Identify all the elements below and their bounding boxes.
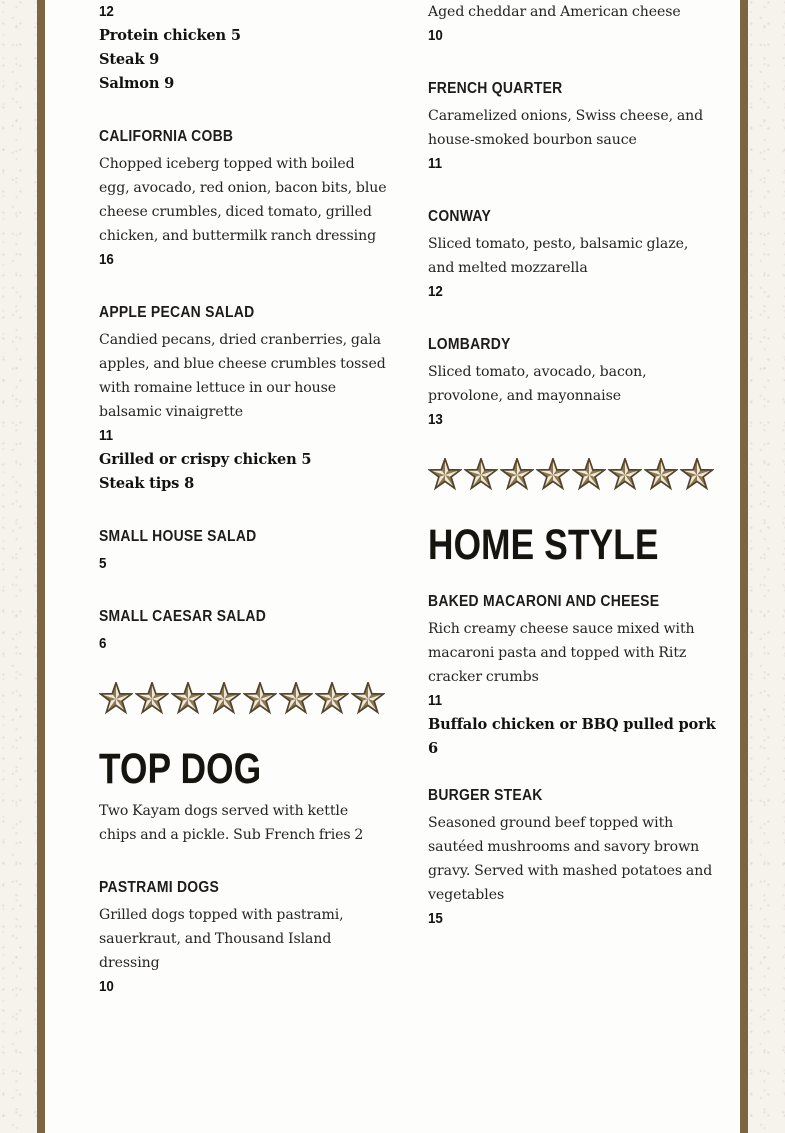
item-price: 11 bbox=[99, 428, 114, 445]
item-name: APPLE PECAN SALAD bbox=[99, 304, 255, 322]
star-icon bbox=[279, 682, 313, 716]
spacer bbox=[99, 496, 388, 522]
menu-item bbox=[428, 781, 717, 931]
star-icon bbox=[243, 682, 277, 716]
star-divider bbox=[428, 452, 717, 498]
spacer bbox=[428, 761, 717, 781]
menu-column-left bbox=[99, 0, 388, 1133]
menu-item bbox=[428, 202, 717, 304]
item-name: SMALL CAESAR SALAD bbox=[99, 608, 267, 625]
star-icon bbox=[608, 458, 642, 492]
menu-columns bbox=[45, 0, 740, 1133]
spacer bbox=[428, 567, 717, 587]
item-description: Grilled dogs topped with pastrami, sauerkraut, and Thousand Island dressing bbox=[99, 906, 344, 971]
item-price: 6 bbox=[99, 635, 107, 652]
item-description: Sliced tomato, avocado, bacon, provolone, and mayonnaise bbox=[428, 363, 647, 404]
star-icon bbox=[315, 682, 349, 716]
item-addon: Steak tips 8 bbox=[99, 475, 195, 493]
item-description: Chopped iceberg topped with boiled egg, avocado, red onion, bacon bits, blue cheese crumbles, diced tomato, grilled chicken, and buttermilk ranch dressing bbox=[99, 155, 387, 245]
spacer bbox=[428, 304, 717, 330]
star-icon bbox=[99, 682, 133, 716]
border-rule-right bbox=[740, 0, 748, 1133]
spacer bbox=[99, 96, 388, 122]
item-name: SMALL HOUSE SALAD bbox=[99, 528, 257, 546]
border-rule-left bbox=[37, 0, 45, 1133]
star-icon bbox=[207, 682, 241, 716]
item-description: Seasoned ground beef topped with sautéed mushrooms and savory brown gravy. Served with mashed potatoes and vegetables bbox=[428, 814, 713, 903]
item-addon: Steak 9 bbox=[99, 51, 160, 68]
item-price: 15 bbox=[428, 911, 443, 928]
item-price: 16 bbox=[99, 252, 114, 269]
menu-item bbox=[99, 522, 388, 576]
section-title-top-dog: TOP DOG bbox=[99, 744, 262, 793]
item-price: 12 bbox=[428, 283, 443, 300]
menu-item bbox=[99, 298, 388, 496]
item-addon: Protein chicken 5 bbox=[99, 27, 241, 44]
item-price: 11 bbox=[428, 156, 443, 173]
item-price: 5 bbox=[99, 556, 107, 572]
spacer bbox=[99, 656, 388, 676]
item-price: 10 bbox=[428, 28, 443, 45]
item-description: Aged cheddar and American cheese bbox=[428, 4, 681, 20]
menu-item bbox=[428, 74, 717, 176]
star-icon bbox=[500, 458, 534, 492]
paper-margin-left bbox=[0, 0, 37, 1133]
item-name: CALIFORNIA COBB bbox=[99, 128, 234, 145]
item-name: BAKED MACARONI AND CHEESE bbox=[428, 592, 660, 610]
star-icon bbox=[572, 458, 606, 492]
star-icon bbox=[464, 458, 498, 492]
item-name: BURGER STEAK bbox=[428, 786, 543, 804]
item-price: 10 bbox=[99, 978, 114, 995]
spacer bbox=[99, 272, 388, 298]
item-description: Candied pecans, dried cranberries, gala apples, and blue cheese crumbles tossed with romaine lettuce in our house balsamic vinaigrette bbox=[99, 331, 386, 421]
item-name: FRENCH QUARTER bbox=[428, 80, 563, 98]
item-price: 12 bbox=[99, 4, 114, 20]
menu-item bbox=[99, 122, 388, 272]
item-description: Rich creamy cheese sauce mixed with macaroni pasta and topped with Ritz cracker crumbs bbox=[428, 620, 695, 685]
spacer bbox=[99, 847, 388, 873]
star-icon bbox=[428, 458, 462, 492]
star-icon bbox=[680, 458, 714, 492]
menu-item-continued bbox=[428, 0, 717, 48]
item-description: Two Kayam dogs served with kettle chips and a pickle. Sub French fries 2 bbox=[99, 802, 364, 843]
item-addon: Grilled or crispy chicken 5 bbox=[99, 451, 312, 469]
menu-item bbox=[99, 799, 388, 847]
item-price: 11 bbox=[428, 692, 443, 709]
star-divider bbox=[99, 676, 388, 722]
spacer bbox=[428, 432, 717, 452]
section-title-home-style: HOME STYLE bbox=[428, 520, 659, 569]
star-icon bbox=[351, 682, 385, 716]
menu-item bbox=[428, 330, 717, 432]
menu-item bbox=[99, 873, 388, 999]
menu-sheet bbox=[45, 0, 740, 1133]
spacer bbox=[428, 48, 717, 74]
star-icon bbox=[644, 458, 678, 492]
item-addon: Salmon 9 bbox=[99, 75, 175, 92]
star-icon bbox=[171, 682, 205, 716]
item-name: CONWAY bbox=[428, 208, 492, 226]
menu-item bbox=[99, 602, 388, 656]
item-description: Caramelized onions, Swiss cheese, and house-smoked bourbon sauce bbox=[428, 107, 704, 148]
menu-item bbox=[428, 587, 717, 761]
menu-item-continued bbox=[99, 0, 388, 96]
item-name: PASTRAMI DOGS bbox=[99, 878, 220, 896]
spacer bbox=[428, 176, 717, 202]
menu-column-right bbox=[428, 0, 717, 1133]
item-description: Sliced tomato, pesto, balsamic glaze, and melted mozzarella bbox=[428, 235, 689, 276]
star-icon bbox=[135, 682, 169, 716]
item-addon: Buffalo chicken or BBQ pulled pork 6 bbox=[428, 715, 716, 757]
item-price: 13 bbox=[428, 411, 443, 428]
star-icon bbox=[536, 458, 570, 492]
item-name: LOMBARDY bbox=[428, 335, 511, 353]
paper-margin-right bbox=[748, 0, 785, 1133]
spacer bbox=[99, 576, 388, 602]
